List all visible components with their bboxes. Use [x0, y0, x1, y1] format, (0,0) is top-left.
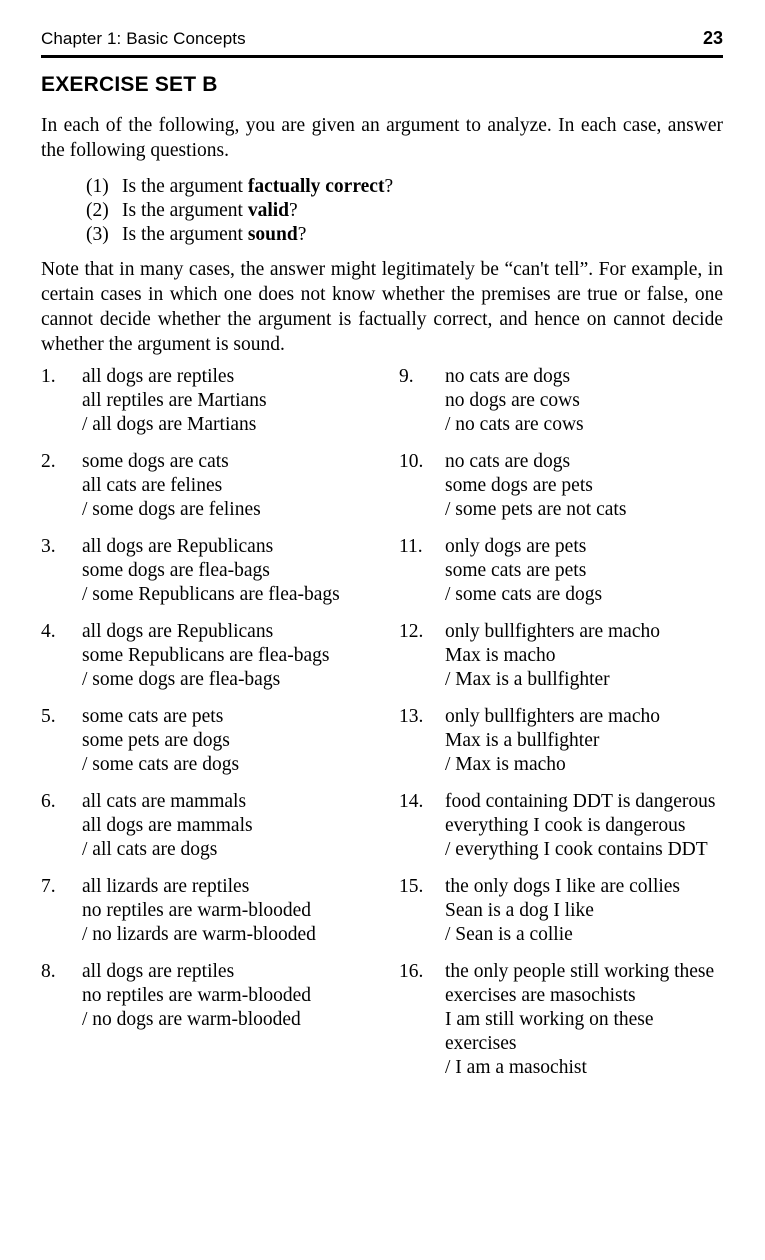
exercise-number: 6.	[41, 791, 56, 812]
header-chapter-title: Chapter 1: Basic Concepts	[41, 29, 246, 48]
exercise-conclusion: / Max is a bullfighter	[445, 669, 610, 690]
exercise-premise: all lizards are reptiles	[82, 876, 250, 897]
question-text-emphasis: factually correct	[247, 176, 385, 197]
exercise-premise: no cats are dogs	[445, 451, 571, 472]
exercise-number: 16.	[399, 961, 424, 982]
exercise-conclusion: / Sean is a collie	[445, 924, 573, 945]
exercise-lines	[82, 620, 386, 692]
exercise-premise: only bullfighters are macho	[445, 706, 660, 727]
exercise-number: 8.	[41, 961, 56, 982]
exercise-conclusion: / Max is macho	[445, 754, 566, 775]
exercise-number: 11.	[399, 536, 423, 557]
question-text-after: ?	[384, 176, 394, 197]
exercise-lines	[445, 790, 729, 862]
exercise-premise: all dogs are Republicans	[82, 621, 274, 642]
question-marker: (1)	[86, 176, 109, 197]
exercise-lines	[445, 450, 729, 522]
exercise-lines	[82, 450, 386, 522]
question-text-before: Is the argument	[122, 176, 248, 197]
exercise-premise: no dogs are cows	[445, 390, 580, 411]
exercise-premise: all dogs are reptiles	[82, 961, 235, 982]
exercise-number: 5.	[41, 706, 56, 727]
exercise-conclusion: / some dogs are felines	[82, 499, 261, 520]
exercise-number: 9.	[399, 366, 414, 387]
exercise-conclusion: / some Republicans are flea-bags	[82, 584, 340, 605]
question-text	[122, 223, 586, 247]
exercise-item	[399, 875, 729, 947]
exercise-lines	[445, 705, 729, 777]
question-text-emphasis: valid	[247, 200, 290, 221]
exercise-item	[399, 365, 729, 437]
question-text-after: ?	[297, 224, 307, 245]
exercise-premise: all cats are felines	[82, 475, 223, 496]
exercise-item	[399, 790, 729, 862]
exercise-item	[399, 535, 729, 607]
exercise-item	[41, 365, 386, 437]
intro-paragraph: In each of the following, you are given an argument to analyze. In each case, answer the following questions.	[41, 115, 723, 161]
exercise-premise: no reptiles are warm-blooded	[82, 985, 312, 1006]
note-paragraph: Note that in many cases, the answer might legitimately be “can't tell”. For example, in certain cases in which one does not know whether the premises are true or false, one cannot decide whether the argument is factually correct, and hence on cannot decide whether the argument is sound.	[41, 259, 723, 355]
exercise-item	[399, 705, 729, 777]
exercise-premise: all reptiles are Martians	[82, 390, 267, 411]
exercise-premise: only bullfighters are macho	[445, 621, 660, 642]
exercise-premise: some dogs are cats	[82, 451, 229, 472]
exercise-premise: some cats are pets	[445, 560, 587, 581]
exercise-lines	[82, 875, 386, 947]
exercise-conclusion: / no lizards are warm-blooded	[82, 924, 316, 945]
exercise-item	[41, 705, 386, 777]
exercise-lines	[445, 365, 729, 437]
exercise-column-left	[41, 365, 386, 1045]
exercise-item	[41, 535, 386, 607]
exercise-lines	[82, 705, 386, 777]
exercise-number: 7.	[41, 876, 56, 897]
question-text	[122, 199, 586, 223]
exercise-premise: all dogs are reptiles	[82, 366, 235, 387]
exercise-conclusion: / some cats are dogs	[445, 584, 603, 605]
exercise-lines	[445, 960, 729, 1080]
exercise-conclusion: / no cats are cows	[445, 414, 584, 435]
exercise-lines	[82, 960, 386, 1032]
exercise-number: 1.	[41, 366, 56, 387]
page-title: EXERCISE SET B	[41, 73, 218, 96]
exercise-premise: the only dogs I like are collies	[445, 876, 681, 897]
exercise-number: 3.	[41, 536, 56, 557]
exercise-number: 12.	[399, 621, 424, 642]
question-text-before: Is the argument	[122, 224, 248, 245]
question-item	[86, 175, 586, 199]
exercise-conclusion: / everything I cook contains DDT	[445, 839, 708, 860]
exercise-premise: only dogs are pets	[445, 536, 587, 557]
question-marker: (3)	[86, 224, 109, 245]
exercise-premise: Max is a bullfighter	[445, 730, 600, 751]
exercise-premise: no cats are dogs	[445, 366, 571, 387]
exercise-premise: food containing DDT is dangerous	[445, 791, 716, 812]
exercise-number: 2.	[41, 451, 56, 472]
exercise-item	[41, 875, 386, 947]
question-item	[86, 223, 586, 247]
exercise-lines	[445, 620, 729, 692]
exercise-premise: Sean is a dog I like	[445, 900, 594, 921]
exercise-item	[399, 450, 729, 522]
exercise-conclusion: / all cats are dogs	[82, 839, 218, 860]
exercise-premise: some dogs are pets	[445, 475, 593, 496]
exercise-column-right	[399, 365, 729, 1093]
header-divider-rule	[41, 55, 723, 58]
exercise-lines	[82, 535, 386, 607]
exercise-premise: some cats are pets	[82, 706, 224, 727]
question-marker: (2)	[86, 200, 109, 221]
exercise-premise: some pets are dogs	[82, 730, 230, 751]
exercise-premise: some Republicans are flea-bags	[82, 645, 330, 666]
question-text	[122, 175, 586, 199]
exercise-conclusion: / some pets are not cats	[445, 499, 627, 520]
exercise-premise: everything I cook is dangerous	[445, 815, 686, 836]
exercise-premise: all cats are mammals	[82, 791, 247, 812]
exercise-number: 14.	[399, 791, 424, 812]
running-header	[41, 28, 723, 49]
exercise-premise: all dogs are Republicans	[82, 536, 274, 557]
exercise-lines	[82, 365, 386, 437]
exercise-premise: Max is macho	[445, 645, 556, 666]
exercise-item	[41, 450, 386, 522]
question-item	[86, 199, 586, 223]
exercise-premise: no reptiles are warm-blooded	[82, 900, 312, 921]
exercise-premise: I am still working on these exercises	[445, 1009, 654, 1054]
exercise-premise: the only people still working these exercises are masochists	[445, 961, 715, 1006]
question-text-emphasis: sound	[247, 224, 298, 245]
exercise-number: 4.	[41, 621, 56, 642]
exercise-item	[41, 960, 386, 1032]
question-text-after: ?	[289, 200, 298, 221]
exercise-item	[41, 790, 386, 862]
exercise-lines	[82, 790, 386, 862]
exercise-conclusion: / no dogs are warm-blooded	[82, 1009, 301, 1030]
exercise-conclusion: / some dogs are flea-bags	[82, 669, 281, 690]
exercise-number: 10.	[399, 451, 424, 472]
exercise-lines	[445, 535, 729, 607]
question-text-before: Is the argument	[122, 200, 248, 221]
exercise-conclusion: / I am a masochist	[445, 1057, 587, 1078]
exercise-item	[399, 960, 729, 1080]
exercise-number: 15.	[399, 876, 424, 897]
exercise-number: 13.	[399, 706, 424, 727]
exercise-premise: all dogs are mammals	[82, 815, 253, 836]
questions-list	[86, 175, 586, 247]
exercise-item	[41, 620, 386, 692]
exercise-lines	[445, 875, 729, 947]
header-page-number: 23	[702, 28, 723, 48]
exercise-item	[399, 620, 729, 692]
exercise-premise: some dogs are flea-bags	[82, 560, 270, 581]
exercise-conclusion: / all dogs are Martians	[82, 414, 257, 435]
exercise-conclusion: / some cats are dogs	[82, 754, 240, 775]
